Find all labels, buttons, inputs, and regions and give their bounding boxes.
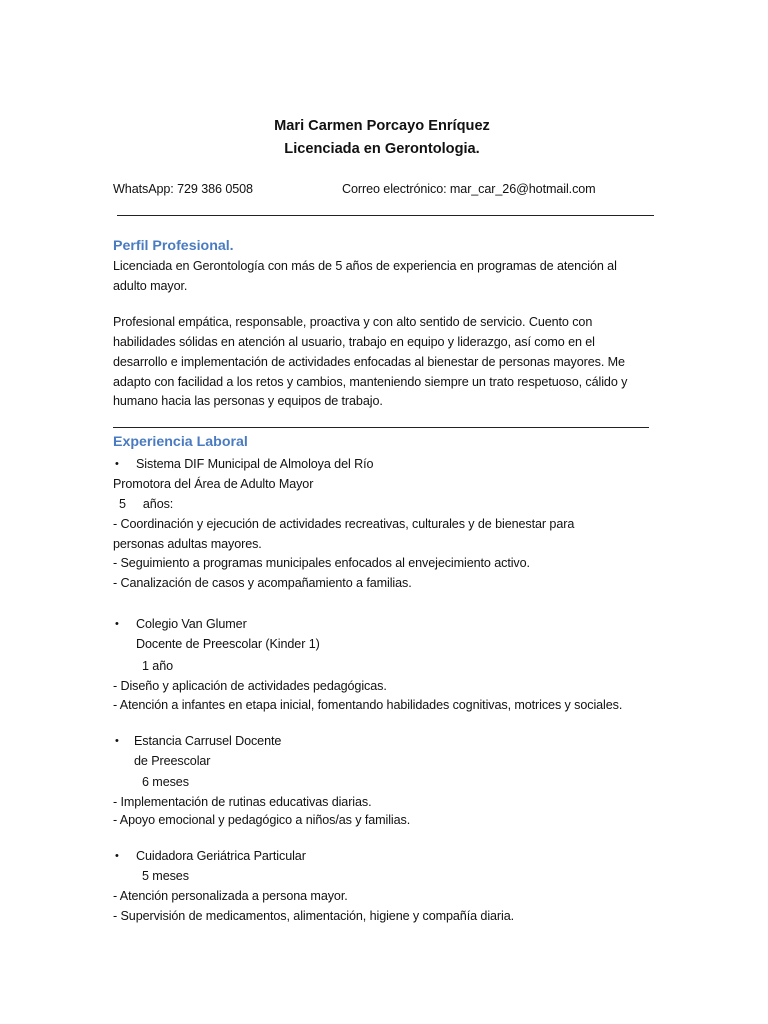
job-role: Docente de Preescolar (Kinder 1) [136, 637, 320, 651]
job-duty: - Implementación de rutinas educativas diarias. [113, 795, 372, 809]
job-duty: - Coordinación y ejecución de actividades recreativas, culturales y de bienestar para [113, 517, 575, 531]
job-duty: - Apoyo emocional y pedagógico a niños/as y familias. [113, 813, 411, 827]
job-duty: - Canalización de casos y acompañamiento a familias. [113, 576, 412, 590]
job-duty: - Atención a infantes en etapa inicial, fomentando habilidades cognitivas, motrices y sociales. [113, 698, 623, 712]
job-duration: 6 meses [142, 775, 189, 789]
job-duration: 5 años: [119, 497, 174, 511]
candidate-name: Mari Carmen Porcayo Enríquez [274, 118, 490, 134]
email-contact: Correo electrónico: mar_car_26@hotmail.com [342, 182, 596, 196]
job-duty: - Atención personalizada a persona mayor. [113, 889, 348, 903]
job-employer: Cuidadora Geriátrica Particular [136, 849, 306, 863]
profile-line: Profesional empática, responsable, proactiva y con alto sentido de servicio. Cuento con [113, 315, 593, 329]
job-bullet: • [115, 735, 119, 747]
job-duty: personas adultas mayores. [113, 537, 262, 551]
job-bullet: • [115, 850, 119, 862]
job-bullet: • [115, 458, 119, 470]
job-duration: 5 meses [142, 869, 189, 883]
profile-line: Licenciada en Gerontología con más de 5 años de experiencia en programas de atención al [113, 259, 617, 273]
profile-line: adulto mayor. [113, 279, 188, 293]
candidate-title: Licenciada en Gerontologia. [284, 141, 480, 157]
experience-heading: Experiencia Laboral [113, 434, 248, 450]
job-employer: Sistema DIF Municipal de Almoloya del Río [136, 457, 374, 471]
profile-line: adapto con facilidad a los retos y cambios, manteniendo siempre un trato respetuoso, cálido y [113, 375, 628, 389]
profile-line: desarrollo e implementación de actividades enfocadas al bienestar de personas mayores. Me [113, 355, 625, 369]
profile-line: habilidades sólidas en atención al usuario, trabajo en equipo y liderazgo, así como en el [113, 335, 595, 349]
job-duration: 1 año [142, 659, 174, 673]
job-role: Promotora del Área de Adulto Mayor [113, 477, 314, 491]
whatsapp-contact: WhatsApp: 729 386 0508 [113, 182, 253, 196]
job-duty: - Supervisión de medicamentos, alimentación, higiene y compañía diaria. [113, 909, 515, 923]
job-employer: Estancia Carrusel Docente [134, 734, 282, 748]
profile-line: humano hacia las personas y equipos de trabajo. [113, 394, 383, 408]
job-duty: - Diseño y aplicación de actividades pedagógicas. [113, 679, 387, 693]
header-divider [117, 215, 654, 216]
job-employer: Colegio Van Glumer [136, 617, 247, 631]
profile-divider [113, 427, 649, 428]
job-bullet: • [115, 618, 119, 630]
job-duty: - Seguimiento a programas municipales enfocados al envejecimiento activo. [113, 556, 530, 570]
job-role: de Preescolar [134, 754, 211, 768]
profile-heading: Perfil Profesional. [113, 238, 234, 254]
